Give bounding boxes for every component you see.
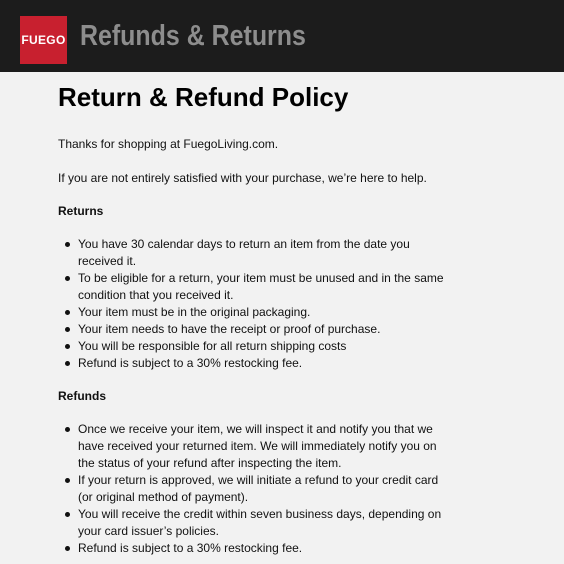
list-item-text: If your return is approved, we will initiate a refund to your credit card (or original method of payment). [78,473,439,504]
bullet-icon [65,242,70,247]
list-item-text: You will receive the credit within seven business days, depending on your card issuer’s policies. [78,507,442,538]
returns-list [58,236,528,372]
bullet-icon [65,327,70,332]
bullet-icon [65,512,70,517]
bullet-icon [65,276,70,281]
bullet-icon [65,310,70,315]
list-item [58,270,456,304]
list-item [58,304,456,321]
policy-content [58,80,528,557]
list-item [58,321,456,338]
bullet-icon [65,478,70,483]
bullet-icon [65,361,70,366]
refunds-list [58,421,528,557]
fuego-logo[interactable] [20,16,67,64]
refunds-heading: Refunds [58,389,106,403]
list-item [58,338,456,355]
bullet-icon [65,427,70,432]
list-item-text: Your item must be in the original packaging. [78,305,311,319]
header-title: Refunds & Returns [80,20,306,52]
header-bar [0,0,564,72]
list-item-text: To be eligible for a return, your item must be unused and in the same condition that you received it. [78,271,444,302]
list-item [58,506,456,540]
list-item [58,540,456,557]
logo-text: FUEGO [21,33,66,47]
bullet-icon [65,344,70,349]
list-item-text: You have 30 calendar days to return an item from the date you received it. [78,237,410,268]
returns-heading: Returns [58,204,104,218]
list-item-text: You will be responsible for all return shipping costs [78,339,347,353]
intro-text: Thanks for shopping at FuegoLiving.com. [58,137,279,151]
list-item [58,421,456,472]
list-item [58,236,456,270]
list-item-text: Your item needs to have the receipt or proof of purchase. [78,322,381,336]
list-item-text: Once we receive your item, we will inspect it and notify you that we have received your returned item. We will immediately notify you on the status of your refund after inspecting the item. [78,422,437,470]
list-item-text: Refund is subject to a 30% restocking fee. [78,356,303,370]
list-item-text: Refund is subject to a 30% restocking fee. [78,541,303,555]
bullet-icon [65,546,70,551]
list-item [58,472,456,506]
intro-text-2: If you are not entirely satisfied with your purchase, we’re here to help. [58,171,427,185]
list-item [58,355,456,372]
page-title: Return & Refund Policy [58,82,349,112]
